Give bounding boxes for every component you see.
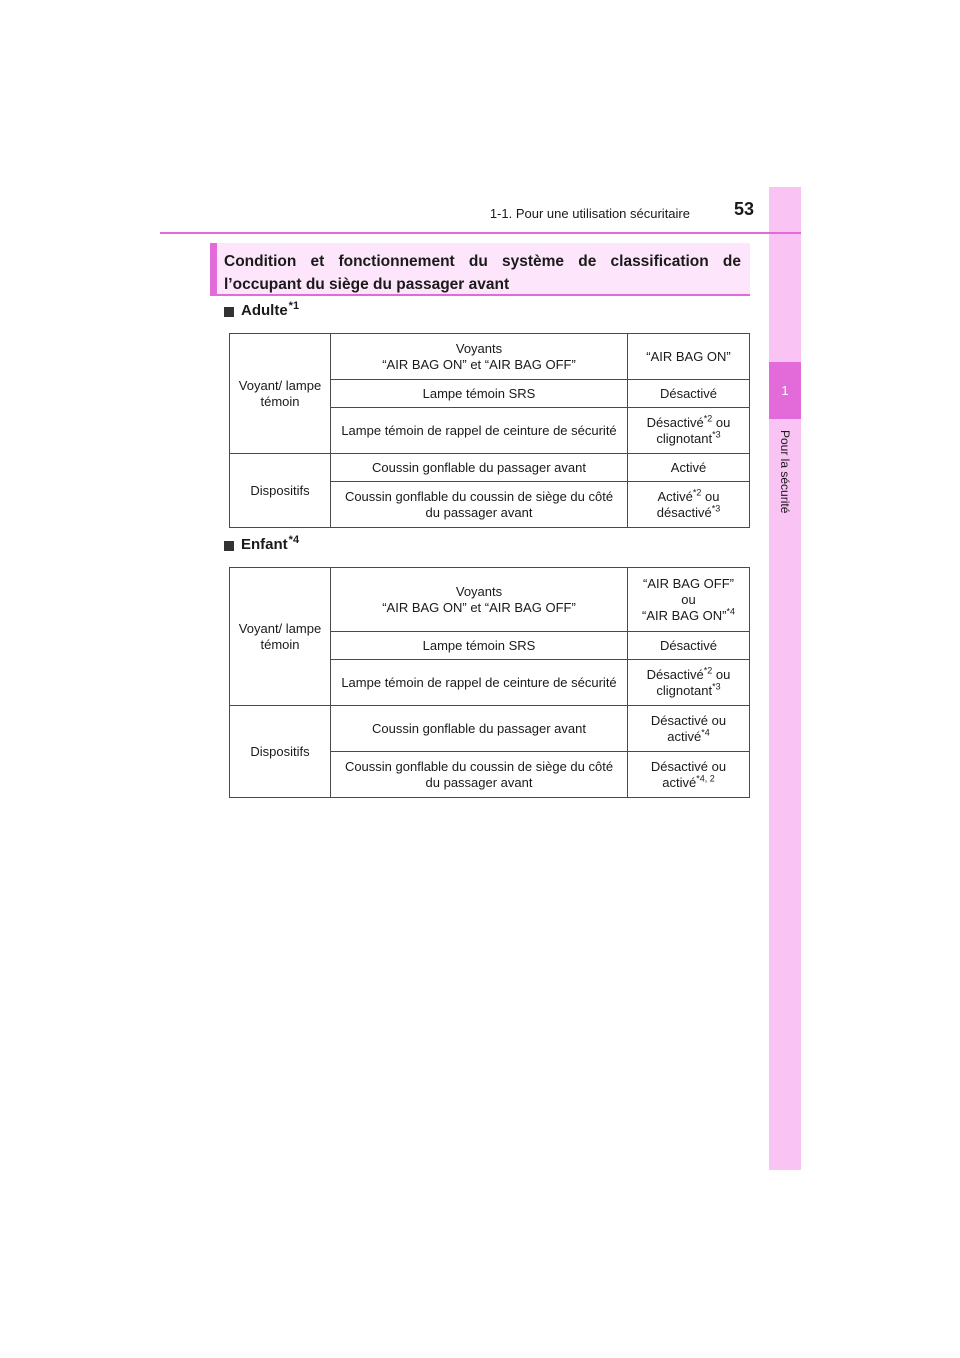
adulte-heading-note: *1 — [288, 300, 300, 312]
footnote-ref: *2 — [703, 665, 713, 676]
footnote-ref: *4, 2 — [696, 773, 715, 784]
table-row — [230, 334, 750, 380]
table-row — [230, 568, 750, 632]
voyants-subtitle: “AIR BAG ON” et “AIR BAG OFF” — [382, 599, 576, 615]
footnote-ref: *3 — [712, 681, 721, 692]
footnote-ref: *3 — [712, 429, 721, 440]
header-divider — [160, 232, 801, 234]
rappel-conjunction: ou — [715, 666, 731, 682]
adulte-dispositifs-group: Dispositifs — [230, 454, 331, 528]
footnote-ref: *2 — [703, 413, 713, 424]
running-header: 1-1. Pour une utilisation sécuritaire — [489, 206, 690, 221]
voyants-status-1: “AIR BAG OFF” — [643, 575, 734, 591]
enfant-heading-text: Enfant — [241, 536, 288, 553]
rappel-status-2: clignotant — [656, 430, 713, 446]
table-row — [230, 706, 750, 752]
coussin-status: Désactivé ou activé — [650, 712, 727, 744]
page-number: 53 — [734, 199, 755, 219]
siege-status-2: désactivé — [656, 504, 712, 520]
adulte-rappel-label: Lampe témoin de rappel de ceinture de sécurité — [331, 408, 628, 454]
chapter-number-tab[interactable]: 1 — [769, 362, 801, 419]
rappel-status-2: clignotant — [656, 682, 713, 698]
footnote-ref: *3 — [711, 503, 721, 514]
section-title: Condition et fonctionnement du système de classification de l’occupant du siège du passager avant — [224, 253, 741, 293]
rappel-conjunction: ou — [715, 414, 731, 430]
rappel-status-1: Désactivé — [646, 666, 704, 682]
enfant-coussin-label: Coussin gonflable du passager avant — [331, 706, 628, 752]
adulte-coussin-label: Coussin gonflable du passager avant — [331, 454, 628, 482]
side-tab — [769, 187, 801, 1170]
adulte-coussin-value: Activé — [628, 454, 750, 482]
square-bullet-icon — [224, 307, 234, 317]
rappel-status-1: Désactivé — [646, 414, 704, 430]
voyants-conjunction: ou — [681, 591, 696, 607]
enfant-table — [229, 567, 750, 798]
adulte-rappel-value — [628, 408, 750, 454]
enfant-heading — [224, 536, 299, 553]
enfant-siege-label: Coussin gonflable du coussin de siège du côté du passager avant — [331, 752, 628, 798]
enfant-siege-value — [628, 752, 750, 798]
square-bullet-icon — [224, 541, 234, 551]
enfant-srs-value: Désactivé — [628, 632, 750, 660]
enfant-heading-note: *4 — [288, 534, 300, 546]
footnote-ref: *4 — [701, 727, 710, 738]
enfant-dispositifs-group: Dispositifs — [230, 706, 331, 798]
adulte-voyants-label — [331, 334, 628, 380]
voyants-title: Voyants — [455, 583, 503, 599]
adulte-srs-label: Lampe témoin SRS — [331, 380, 628, 408]
siege-status: Désactivé ou activé — [650, 758, 727, 790]
voyants-status-2: “AIR BAG ON” — [641, 607, 727, 623]
voyants-title: Voyants — [455, 340, 503, 356]
adulte-heading-text: Adulte — [241, 302, 288, 319]
enfant-voyants-value — [628, 568, 750, 632]
adulte-table — [229, 333, 750, 528]
table-row — [230, 454, 750, 482]
enfant-rappel-value — [628, 660, 750, 706]
siege-status-1: Activé — [657, 488, 693, 504]
voyants-subtitle: “AIR BAG ON” et “AIR BAG OFF” — [382, 356, 576, 372]
footnote-ref: *2 — [692, 487, 702, 498]
enfant-rappel-label: Lampe témoin de rappel de ceinture de sécurité — [331, 660, 628, 706]
adulte-voyants-value: “AIR BAG ON” — [628, 334, 750, 380]
chapter-label: Pour la sécurité — [778, 430, 792, 514]
adulte-siege-value — [628, 482, 750, 528]
adulte-heading — [224, 302, 299, 319]
enfant-srs-label: Lampe témoin SRS — [331, 632, 628, 660]
footnote-ref: *4 — [726, 606, 736, 617]
adulte-voyant-group: Voyant/ lampe témoin — [230, 334, 331, 454]
adulte-siege-label: Coussin gonflable du coussin de siège du côté du passager avant — [331, 482, 628, 528]
adulte-srs-value: Désactivé — [628, 380, 750, 408]
enfant-voyants-label — [331, 568, 628, 632]
enfant-coussin-value — [628, 706, 750, 752]
enfant-voyant-group: Voyant/ lampe témoin — [230, 568, 331, 706]
siege-conjunction: ou — [705, 488, 720, 504]
